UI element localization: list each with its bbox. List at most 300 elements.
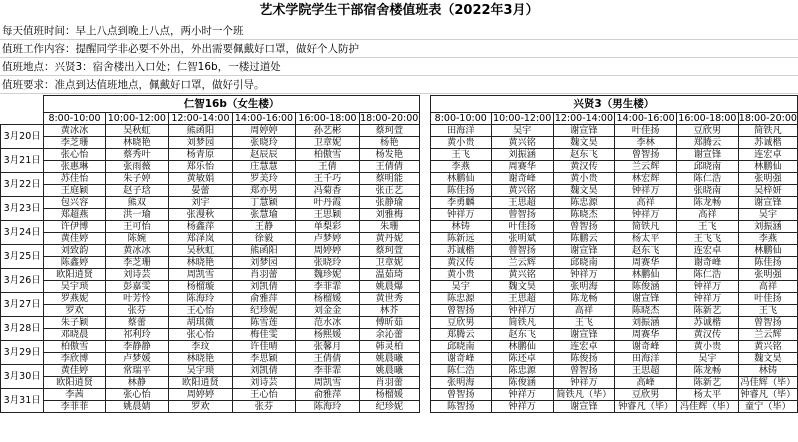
male-duty-cell: 叶佳扬: [491, 221, 553, 233]
male-duty-cell: 陈晓杰: [615, 305, 677, 317]
female-duty-cell: 梅佳雯: [232, 329, 296, 341]
corner-cell: [1, 96, 44, 113]
male-duty-cell: 黄兴铭: [738, 341, 797, 353]
female-duty-cell: 姚晨曦: [359, 353, 419, 365]
male-duty-cell: 杨太平: [615, 233, 677, 245]
female-duty-cell: 杨榴媛: [359, 389, 419, 401]
female-duty-cell: 李茜: [44, 389, 105, 401]
gap-cell: [419, 269, 430, 281]
female-duty-cell: 包兴容: [44, 197, 105, 209]
female-duty-cell: 林芥: [359, 305, 419, 317]
male-duty-cell: 陈佳扬: [430, 185, 491, 197]
date-cell: 3月21日: [1, 149, 44, 173]
female-duty-cell: 李菲霏: [296, 281, 360, 293]
female-duty-cell: 刘金金: [296, 305, 360, 317]
male-duty-cell: 豆欣男: [430, 317, 491, 329]
female-duty-cell: 刘梦园: [169, 137, 233, 149]
female-duty-cell: 蔡珂萱: [359, 245, 419, 257]
gap-cell: [419, 353, 430, 365]
female-duty-cell: 周凯雪: [296, 377, 360, 389]
female-duty-cell: 黄敏娟: [169, 173, 233, 185]
time-slot-header: 14:00-16:00: [232, 113, 296, 125]
building-header-row: [1, 96, 798, 113]
table-row: [1, 197, 798, 209]
male-duty-cell: 黄小贵: [677, 341, 739, 353]
corner-cell: [1, 113, 44, 125]
female-duty-cell: 蔡明能: [359, 173, 419, 185]
male-duty-cell: 张明斌: [491, 233, 553, 245]
male-duty-cell: 谢宣锋: [553, 329, 615, 341]
male-duty-cell: 田海洋: [615, 353, 677, 365]
date-cell: 3月29日: [1, 341, 44, 365]
female-duty-cell: 温茹琦: [359, 269, 419, 281]
male-duty-cell: 陈佳扬: [738, 257, 797, 269]
female-duty-cell: 蔡珂萱: [359, 125, 419, 137]
female-duty-cell: 王思颖: [296, 209, 360, 221]
male-duty-cell: 赵东飞: [491, 329, 553, 341]
male-duty-cell: 曾智扬: [553, 221, 615, 233]
female-duty-cell: 林晓艳: [169, 353, 233, 365]
male-duty-cell: 谢宣锋: [553, 401, 615, 413]
male-duty-cell: 吴宇: [430, 281, 491, 293]
male-duty-cell: 曾智扬: [615, 149, 677, 161]
date-cell: 3月20日: [1, 125, 44, 149]
time-slot-header: 8:00-10:00: [44, 113, 105, 125]
male-duty-cell: 谢宣锋: [553, 125, 615, 137]
male-duty-cell: 黄小贵: [430, 137, 491, 149]
male-duty-cell: 张明强: [738, 173, 797, 185]
female-duty-cell: 肖羽蕾: [232, 269, 296, 281]
table-row: [1, 185, 798, 197]
female-duty-cell: 邓晓晨: [44, 329, 105, 341]
info-location: 值班地点：兴贤3：宿舍楼出入口处；仁智16b，一楼过道处: [0, 58, 798, 76]
male-duty-cell: 田海洋: [430, 125, 491, 137]
female-duty-cell: 赵子琀: [105, 185, 169, 197]
male-duty-cell: 钟睿凡（毕）: [615, 401, 677, 413]
male-duty-cell: 高祥: [615, 197, 677, 209]
table-row: [1, 305, 798, 317]
male-duty-cell: 连宏卓: [677, 245, 739, 257]
female-duty-cell: 李芝珊: [105, 257, 169, 269]
male-duty-cell: 谢奇峰: [430, 353, 491, 365]
female-duty-cell: 欧阳逍贤: [169, 377, 233, 389]
female-duty-cell: 魏珍妮: [296, 269, 360, 281]
female-duty-cell: 熊函阳: [169, 125, 233, 137]
gap-cell: [419, 281, 430, 293]
male-duty-cell: 陈新远: [430, 233, 491, 245]
male-duty-cell: 曾智扬: [491, 245, 553, 257]
table-row: [1, 149, 798, 161]
male-duty-cell: 林鹏仙: [615, 269, 677, 281]
female-duty-cell: 王心怡: [169, 305, 233, 317]
female-duty-cell: 姚晨婧: [105, 401, 169, 413]
female-duty-cell: 林晓艳: [169, 257, 233, 269]
female-duty-cell: 陈婉: [105, 233, 169, 245]
female-duty-cell: 纪珍妮: [232, 305, 296, 317]
male-duty-cell: 童宁（毕）: [738, 401, 797, 413]
female-duty-cell: 祁利玲: [105, 329, 169, 341]
roster-table: [0, 95, 798, 413]
male-duty-cell: 邱晓南: [553, 257, 615, 269]
table-row: [1, 389, 798, 401]
male-duty-cell: 钟睿凡（毕）: [738, 389, 797, 401]
male-duty-cell: 林铸: [738, 365, 797, 377]
female-duty-cell: 杨榴媛: [296, 293, 360, 305]
table-row: [1, 161, 798, 173]
table-row: [1, 293, 798, 305]
female-duty-cell: 叶丹霞: [296, 197, 360, 209]
male-duty-cell: 谢宣锋: [615, 293, 677, 305]
female-duty-cell: 杨熙媛: [296, 329, 360, 341]
male-duty-cell: 陈龙畅: [553, 293, 615, 305]
female-duty-cell: 傅昕茹: [359, 317, 419, 329]
gap-cell: [419, 233, 430, 245]
female-duty-cell: 郑超燕: [44, 209, 105, 221]
female-duty-cell: 陈海玲: [296, 401, 360, 413]
female-duty-cell: 苏佳怡: [44, 173, 105, 185]
female-duty-cell: 陈海玲: [169, 293, 233, 305]
gap-cell: [419, 125, 430, 137]
time-slot-header: 10:00-12:00: [493, 112, 552, 124]
gap-cell: [419, 96, 430, 113]
male-duty-cell: 张明海: [430, 377, 491, 389]
male-duty-cell: 兰云辉: [491, 257, 553, 269]
male-duty-cell: 高祥: [738, 281, 797, 293]
male-duty-cell: 钟祥万: [615, 185, 677, 197]
male-duty-cell: 叶佳扬: [738, 293, 797, 305]
female-duty-cell: 姚晨爆: [359, 281, 419, 293]
female-duty-cell: 张雨薇: [105, 161, 169, 173]
female-duty-cell: 朱子婷: [105, 173, 169, 185]
time-slot-header: 8:00-10:00: [430, 113, 491, 125]
female-duty-cell: 庄慧慧: [232, 161, 296, 173]
building-female: 仁智16b（女生楼）: [44, 96, 419, 113]
male-duty-cell: 谢奇峰: [615, 341, 677, 353]
male-duty-cell: 周赛华: [615, 257, 677, 269]
gap-cell: [419, 161, 430, 173]
male-duty-cell: 林鹏仙: [738, 245, 797, 257]
male-duty-cell: 叶佳扬: [615, 125, 677, 137]
male-duty-cell: 钟祥万: [677, 293, 739, 305]
male-duty-cell: 林鹏仙: [430, 173, 491, 185]
male-duty-cell: 王飞: [430, 149, 491, 161]
female-duty-cell: 徐毅: [232, 233, 296, 245]
female-duty-cell: 刘诗芸: [105, 269, 169, 281]
male-duty-cell: 谢奇峰: [491, 173, 553, 185]
table-row: [1, 365, 798, 377]
female-duty-cell: 杨榴璇: [169, 281, 233, 293]
female-duty-cell: 范水冰: [296, 317, 360, 329]
time-slot-header: 16:00-18:00: [296, 113, 360, 125]
female-duty-cell: 张芬: [105, 305, 169, 317]
male-duty-cell: 黄汉传: [677, 329, 739, 341]
male-duty-cell: 王飞: [738, 305, 797, 317]
female-duty-cell: 卢梦婷: [296, 233, 360, 245]
info-duty-content: 值班工作内容：提醒同学非必要不外出，外出需要佩戴好口罩，做好个人防护: [0, 40, 798, 58]
female-duty-cell: 罗燕妮: [44, 293, 105, 305]
female-duty-cell: 杨青原: [169, 149, 233, 161]
table-row: [1, 137, 798, 149]
female-duty-cell: 柏傲雪: [44, 341, 105, 353]
table-row: [1, 353, 798, 365]
male-duty-cell: 钟祥万: [491, 389, 553, 401]
gap-cell: [419, 137, 430, 149]
male-duty-cell: 李燕: [430, 161, 491, 173]
female-duty-cell: 余沁蕾: [359, 329, 419, 341]
male-duty-cell: 邱晓南: [430, 341, 491, 353]
male-duty-cell: 冯佳辉（毕）: [738, 377, 797, 389]
female-duty-cell: 赵辰辰: [232, 149, 296, 161]
female-duty-cell: 熊双: [105, 197, 169, 209]
male-duty-cell: 李勇麟: [430, 197, 491, 209]
female-duty-cell: 王千巧: [296, 173, 360, 185]
female-duty-cell: 王静: [232, 221, 296, 233]
female-duty-cell: 柏傲雪: [296, 149, 360, 161]
time-slot-header: 18:00-20:00: [360, 112, 419, 124]
male-duty-cell: 豆欣男: [615, 389, 677, 401]
female-duty-cell: 张晓玲: [232, 137, 296, 149]
time-slot-header: 12:00-14:00: [554, 112, 613, 124]
table-row: [1, 209, 798, 221]
female-duty-cell: 刘凯倩: [232, 365, 296, 377]
male-duty-cell: 王思超: [491, 197, 553, 209]
female-duty-cell: 肖羽蕾: [359, 377, 419, 389]
male-duty-cell: 陈俊涵: [615, 281, 677, 293]
male-duty-cell: 林鹏仙: [491, 341, 553, 353]
female-duty-cell: 纪珍妮: [359, 401, 419, 413]
male-duty-cell: 钟祥万: [553, 377, 615, 389]
male-duty-cell: 简铁凡: [491, 317, 553, 329]
date-cell: 3月22日: [1, 173, 44, 197]
female-duty-cell: 王可怡: [105, 221, 169, 233]
female-duty-cell: 蔡秀叶: [105, 149, 169, 161]
male-duty-cell: 谢奇峰: [677, 257, 739, 269]
female-duty-cell: 卫章妮: [359, 257, 419, 269]
female-duty-cell: 晏蕾: [169, 185, 233, 197]
male-duty-cell: 陈新艺: [677, 305, 739, 317]
female-duty-cell: 张晓玲: [296, 257, 360, 269]
female-duty-cell: 洪一瑜: [105, 209, 169, 221]
gap-cell: [419, 365, 430, 377]
male-duty-cell: 谢宣锋: [738, 197, 797, 209]
female-duty-cell: 胡琪微: [169, 317, 233, 329]
date-cell: 3月30日: [1, 365, 44, 389]
female-duty-cell: 孙艺彬: [296, 125, 360, 137]
female-duty-cell: 蔡蕾: [105, 317, 169, 329]
female-duty-cell: 吴宇琐: [169, 365, 233, 377]
female-duty-cell: 陈雪莲: [232, 317, 296, 329]
building-male: 兴贤3（男生楼）: [430, 96, 797, 113]
female-duty-cell: 卫章妮: [296, 137, 360, 149]
info-requirement: 值班要求：准点到达值班地点，佩戴好口罩，做好引导。: [0, 76, 798, 94]
gap-cell: [419, 377, 430, 389]
male-duty-cell: 苏诚楷: [738, 137, 797, 149]
female-duty-cell: 郑亦男: [232, 185, 296, 197]
male-duty-cell: 曾智扬: [430, 389, 491, 401]
male-duty-cell: 简铁凡: [738, 125, 797, 137]
male-duty-cell: 曾智扬: [491, 209, 553, 221]
gap-cell: [419, 329, 430, 341]
female-duty-cell: 郑泽岚: [169, 233, 233, 245]
male-duty-cell: 郑腾云: [677, 137, 739, 149]
female-duty-cell: 刘雅梅: [359, 209, 419, 221]
male-duty-cell: 黄小贵: [553, 173, 615, 185]
female-duty-cell: 黄佳婷: [44, 365, 105, 377]
male-duty-cell: 钟祥万: [553, 269, 615, 281]
female-duty-cell: 李思颖: [232, 353, 296, 365]
male-duty-cell: 魏文昊: [553, 185, 615, 197]
male-duty-cell: 钟祥万: [491, 401, 553, 413]
male-duty-cell: 钟祥万: [430, 209, 491, 221]
male-duty-cell: 苏诚楷: [430, 245, 491, 257]
female-duty-cell: 王倩倩: [296, 353, 360, 365]
female-duty-cell: 李玟: [169, 341, 233, 353]
female-duty-cell: 郑乐怡: [169, 161, 233, 173]
gap-cell: [419, 221, 430, 233]
date-cell: 3月23日: [1, 197, 44, 221]
time-slot-header: 18:00-20:00: [738, 112, 797, 124]
female-duty-cell: 张惠琳: [44, 161, 105, 173]
male-duty-cell: 刘振涵: [491, 149, 553, 161]
male-duty-cell: 张明海: [553, 281, 615, 293]
time-slot-header: 12:00-14:00: [169, 113, 233, 125]
female-duty-cell: 张静瑜: [359, 197, 419, 209]
male-duty-cell: 陈还卓: [491, 353, 553, 365]
female-duty-cell: 罗美玲: [232, 173, 296, 185]
male-duty-cell: 钟祥万: [615, 209, 677, 221]
female-duty-cell: 张慧瑜: [232, 209, 296, 221]
info-hours: 每天值班时间：早上八点到晚上八点，两小时一个班: [0, 22, 798, 40]
female-duty-cell: 黄冰冰: [105, 245, 169, 257]
female-duty-cell: 黄冰冰: [44, 125, 105, 137]
male-duty-cell: 王飞: [677, 221, 739, 233]
gap-cell: [419, 401, 430, 413]
male-duty-cell: 黄汉传: [553, 161, 615, 173]
table-row: [1, 173, 798, 185]
table-row: [1, 329, 798, 341]
female-duty-cell: 彭嘉雯: [105, 281, 169, 293]
female-duty-cell: 黄佳婷: [44, 233, 105, 245]
male-duty-cell: 林鹏仙: [738, 161, 797, 173]
table-row: [1, 281, 798, 293]
table-row: [1, 233, 798, 245]
time-slot-row: [1, 113, 798, 125]
female-duty-cell: 罗欢: [44, 305, 105, 317]
male-duty-cell: 刘振涵: [738, 221, 797, 233]
female-duty-cell: 张漫秋: [169, 209, 233, 221]
male-duty-cell: 陈忠源: [553, 197, 615, 209]
male-duty-cell: 陈仁浩: [677, 173, 739, 185]
female-duty-cell: 卢梦媛: [105, 353, 169, 365]
female-duty-cell: 林静: [105, 377, 169, 389]
male-duty-cell: 吴梓妍: [738, 185, 797, 197]
male-duty-cell: 曾智扬: [553, 365, 615, 377]
male-duty-cell: 陈龙畅: [677, 365, 739, 377]
date-cell: 3月25日: [1, 245, 44, 269]
male-duty-cell: 魏文昊: [738, 353, 797, 365]
female-duty-cell: 罗欢: [169, 401, 233, 413]
male-duty-cell: 陈鹏云: [553, 233, 615, 245]
gap-cell: [419, 389, 430, 401]
table-row: [1, 221, 798, 233]
male-duty-cell: 高祥: [677, 209, 739, 221]
female-duty-cell: 王庭颖: [44, 185, 105, 197]
male-duty-cell: 吴宇: [491, 125, 553, 137]
male-duty-cell: 陈晓杰: [553, 209, 615, 221]
male-duty-cell: 吴宇: [738, 209, 797, 221]
table-row: [1, 341, 798, 353]
female-duty-cell: 李芝珊: [44, 137, 105, 149]
female-duty-cell: 李菲菲: [44, 401, 105, 413]
female-duty-cell: 周婷婷: [232, 125, 296, 137]
male-duty-cell: 陈俊涵: [491, 377, 553, 389]
female-duty-cell: 吴秋虹: [105, 125, 169, 137]
male-duty-cell: 魏文昊: [553, 137, 615, 149]
time-slot-header: 16:00-18:00: [678, 112, 737, 124]
date-cell: 3月27日: [1, 293, 44, 317]
female-duty-cell: 常瑞平: [105, 365, 169, 377]
date-cell: 3月31日: [1, 389, 44, 413]
male-duty-cell: 兰云辉: [615, 161, 677, 173]
female-duty-cell: 许佳晴: [232, 341, 296, 353]
female-duty-cell: 刘致韵: [44, 245, 105, 257]
female-duty-cell: 张心怡: [44, 149, 105, 161]
gap-cell: [419, 341, 430, 353]
table-row: [1, 245, 798, 257]
gap-cell: [419, 257, 430, 269]
female-duty-cell: 周婷婷: [296, 245, 360, 257]
table-row: [1, 257, 798, 269]
female-duty-cell: 王倩: [296, 161, 360, 173]
gap-cell: [419, 209, 430, 221]
male-duty-cell: 钟祥万: [677, 281, 739, 293]
gap-cell: [419, 245, 430, 257]
male-duty-cell: 赵东飞: [615, 245, 677, 257]
male-duty-cell: 李燕: [738, 233, 797, 245]
male-duty-cell: 杨太平: [677, 389, 739, 401]
male-duty-cell: 谢宣锋: [677, 149, 739, 161]
female-duty-cell: 张芬: [232, 401, 296, 413]
male-duty-cell: 林宏辉: [615, 173, 677, 185]
male-duty-cell: 王飞飞: [677, 233, 739, 245]
female-duty-cell: 张馨月: [296, 341, 360, 353]
female-duty-cell: 周婷婷: [169, 389, 233, 401]
male-duty-cell: 郑腾云: [430, 329, 491, 341]
male-duty-cell: 高祥: [553, 305, 615, 317]
male-duty-cell: 魏文昊: [491, 281, 553, 293]
female-duty-cell: 张心怡: [169, 329, 233, 341]
female-duty-cell: 林晓艳: [105, 137, 169, 149]
male-duty-cell: 黄兴铭: [491, 185, 553, 197]
male-duty-cell: 苏诚楷: [677, 317, 739, 329]
table-row: [1, 377, 798, 389]
female-duty-cell: 吴宇琐: [44, 281, 105, 293]
gap-cell: [419, 317, 430, 329]
male-duty-cell: 周赛华: [615, 329, 677, 341]
female-duty-cell: 张正艺: [359, 185, 419, 197]
female-duty-cell: 陈鑫婷: [44, 257, 105, 269]
male-duty-cell: 赵东飞: [553, 149, 615, 161]
male-duty-cell: 谢宣锋: [553, 245, 615, 257]
female-duty-cell: 俞雅萍: [296, 389, 360, 401]
table-row: [1, 125, 798, 137]
male-duty-cell: 邱晓南: [677, 161, 739, 173]
male-duty-cell: 王思超: [615, 365, 677, 377]
male-duty-cell: 高峰: [615, 377, 677, 389]
date-cell: 3月24日: [1, 221, 44, 245]
female-duty-cell: 刘梦园: [232, 257, 296, 269]
female-duty-cell: 姚晨曦: [359, 365, 419, 377]
